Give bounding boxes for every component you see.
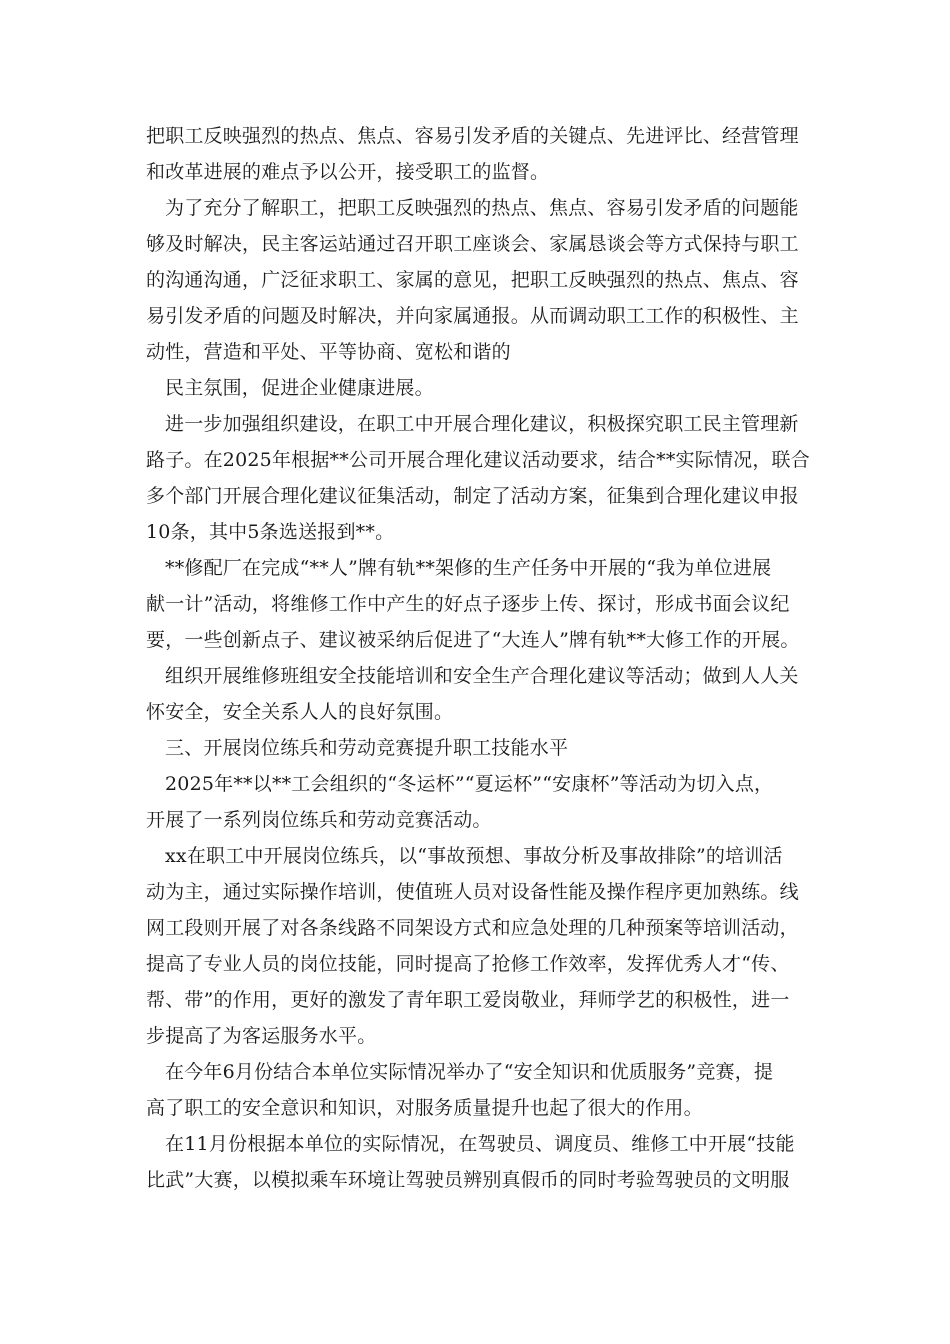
section-heading: 三、开展岗位练兵和劳动竞赛提升职工技能水平 <box>165 737 569 759</box>
text-line: 网工段则开展了对各条线路不同架设方式和应急处理的几种预案等培训活动， <box>146 917 799 939</box>
text-line: 帮、带”的作用，更好的激发了青年职工爱岗敬业，拜师学艺的积极性，进一 <box>146 989 790 1011</box>
text-line: 高了职工的安全意识和知识，对服务质量提升也起了很大的作用。 <box>146 1097 703 1119</box>
text-line: 比武”大赛，以模拟乘车环境让驾驶员辨别真假币的同时考验驾驶员的文明服 <box>146 1169 790 1191</box>
text-line: 和改革进展的难点予以公开，接受职工的监督。 <box>146 161 550 183</box>
text-line: 在今年6月份结合本单位实际情况举办了“安全知识和优质服务”竞赛，提 <box>165 1061 774 1083</box>
text-line: 在11月份根据本单位的实际情况，在驾驶员、调度员、维修工中开展“技能 <box>165 1133 795 1155</box>
text-line: **修配厂在完成“**人”牌有轨**架修的生产任务中开展的“我为单位进展 <box>165 557 772 579</box>
text-line: xx在职工中开展岗位练兵，以“事故预想、事故分析及事故排除”的培训活 <box>165 845 783 867</box>
text-line: 怀安全，安全关系人人的良好氛围。 <box>146 701 454 723</box>
text-line: 够及时解决，民主客运站通过召开职工座谈会、家属恳谈会等方式保持与职工 <box>146 233 799 255</box>
text-line: 动为主，通过实际操作培训，使值班人员对设备性能及操作程序更加熟练。线 <box>146 881 799 903</box>
text-line: 献一计”活动，将维修工作中产生的好点子逐步上传、探讨，形成书面会议纪 <box>146 593 790 615</box>
text-line: 动性，营造和平处、平等协商、宽松和谐的 <box>146 341 511 363</box>
text-line: 民主氛围，促进企业健康进展。 <box>165 377 434 399</box>
text-line: 2025年**以**工会组织的“冬运杯”“夏运杯”“安康杯”等活动为切入点， <box>165 773 774 795</box>
text-line: 把职工反映强烈的热点、焦点、容易引发矛盾的关键点、先进评比、经营管理 <box>146 125 799 147</box>
text-line: 组织开展维修班组安全技能培训和安全生产合理化建议等活动；做到人人关 <box>165 665 799 687</box>
text-line: 易引发矛盾的问题及时解决，并向家属通报。从而调动职工工作的积极性、主 <box>146 305 799 327</box>
text-line: 步提高了为客运服务水平。 <box>146 1025 377 1047</box>
text-line: 进一步加强组织建设，在职工中开展合理化建议，积极探究职工民主管理新 <box>165 413 799 435</box>
text-line: 路子。在2025年根据**公司开展合理化建议活动要求，结合**实际情况，联合 <box>146 449 810 471</box>
text-line: 为了充分了解职工，把职工反映强烈的热点、焦点、容易引发矛盾的问题能 <box>165 197 799 219</box>
text-line: 10条，其中5条选送报到**。 <box>146 521 395 543</box>
text-line: 提高了专业人员的岗位技能，同时提高了抢修工作效率，发挥优秀人才“传、 <box>146 953 790 975</box>
text-line: 要，一些创新点子、建议被采纳后促进了“大连人”牌有轨**大修工作的开展。 <box>146 629 800 651</box>
text-line: 多个部门开展合理化建议征集活动，制定了活动方案，征集到合理化建议申报 <box>146 485 799 507</box>
text-line: 开展了一系列岗位练兵和劳动竞赛活动。 <box>146 809 492 831</box>
text-line: 的沟通沟通，广泛征求职工、家属的意见，把职工反映强烈的热点、焦点、容 <box>146 269 799 291</box>
